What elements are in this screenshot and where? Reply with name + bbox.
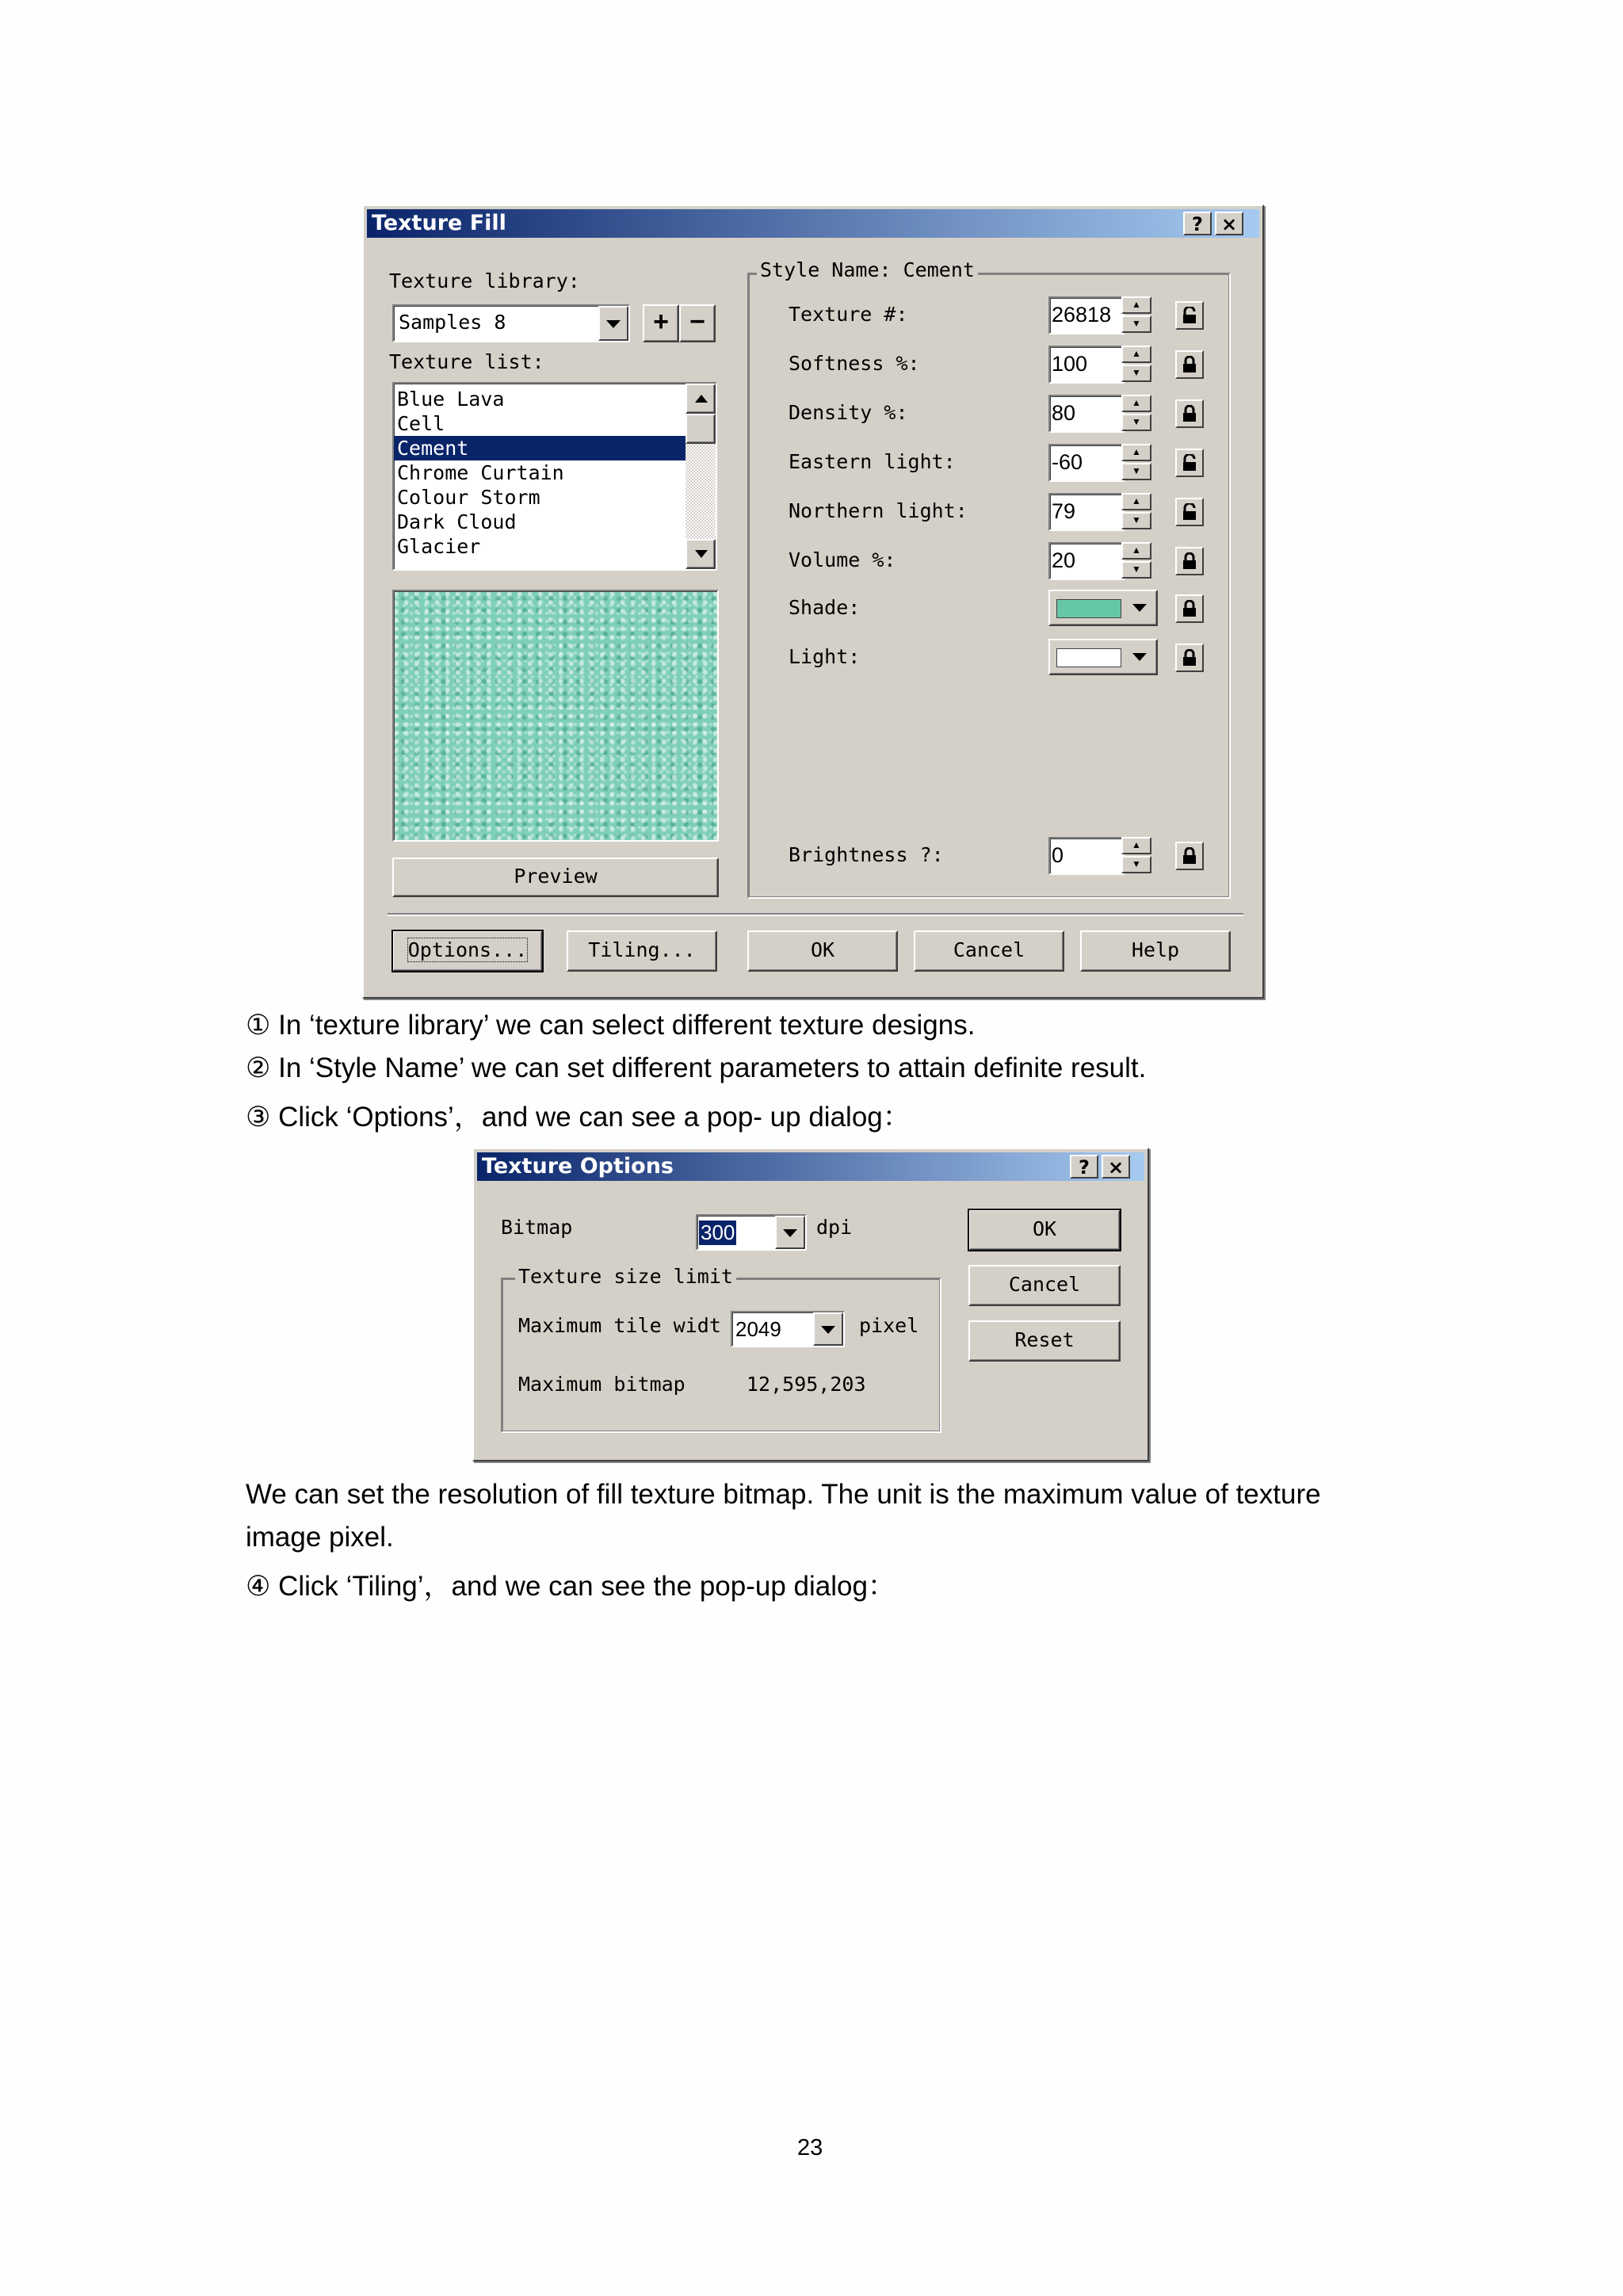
scroll-thumb[interactable] <box>685 414 716 444</box>
reset-label: Reset <box>1014 1328 1075 1351</box>
brightness-input[interactable] <box>1048 837 1125 875</box>
param-input[interactable] <box>1048 493 1125 531</box>
list-item[interactable]: Dark Cloud <box>397 510 517 533</box>
dpi-label: dpi <box>816 1216 853 1239</box>
param-value: -60 <box>1052 450 1083 474</box>
ok-label: OK <box>810 938 835 961</box>
param-label: Density %: <box>789 401 908 424</box>
shade-swatch <box>1056 599 1121 618</box>
texture-preview <box>392 590 719 842</box>
max-tile-dropdown-button[interactable] <box>813 1312 843 1346</box>
param-value: 79 <box>1052 499 1076 523</box>
param-input[interactable] <box>1048 444 1125 482</box>
param-input[interactable] <box>1048 542 1125 580</box>
options-label: Options... <box>407 938 528 961</box>
light-swatch <box>1056 648 1121 667</box>
param-label: Softness %: <box>789 352 920 375</box>
ok-label: OK <box>1032 1217 1057 1240</box>
texture-size-limit-legend: Texture size limit <box>515 1265 736 1288</box>
param-value: 80 <box>1052 401 1076 425</box>
list-item[interactable]: Blue Lava <box>397 388 505 411</box>
unlocked-icon[interactable] <box>1175 449 1204 477</box>
param-value: 20 <box>1052 548 1076 572</box>
texture-list-label: Texture list: <box>389 350 544 373</box>
texture-options-titlebar <box>477 1152 1144 1181</box>
brightness-value: 0 <box>1052 843 1064 867</box>
max-bitmap-value: 12,595,203 <box>747 1373 866 1396</box>
tiling-button[interactable] <box>567 930 717 972</box>
texture-library-label: Texture library: <box>389 269 580 292</box>
cancel-label: Cancel <box>953 938 1025 961</box>
pixel-label: pixel <box>859 1314 919 1337</box>
chevron-down-icon <box>821 1326 835 1334</box>
step-3-text: ③ Click ‘Options’，and we can see a pop- up dialog： <box>246 1102 911 1133</box>
page-number: 23 <box>797 2135 823 2160</box>
texture-listbox[interactable] <box>392 382 717 571</box>
paragraph-line-1: We can set the resolution of fill texture bitmap. The unit is the maximum value of texture <box>246 1479 1321 1510</box>
param-value: 100 <box>1052 352 1088 376</box>
bitmap-value: 300 <box>701 1221 735 1244</box>
help-label: Help <box>1131 938 1180 961</box>
texture-options-dialog <box>472 1148 1149 1461</box>
bitmap-dropdown-button[interactable] <box>775 1216 805 1249</box>
param-value: 26818 <box>1052 303 1112 327</box>
arrow-down-icon <box>695 550 708 558</box>
list-scrollbar[interactable] <box>685 384 716 569</box>
param-input[interactable] <box>1048 346 1125 384</box>
chevron-down-icon <box>1132 604 1147 612</box>
param-input[interactable] <box>1048 296 1125 334</box>
chevron-down-icon <box>606 320 621 328</box>
remove-library-button[interactable]: − <box>679 304 716 342</box>
max-tile-value: 2049 <box>735 1317 781 1341</box>
bitmap-label: Bitmap <box>501 1216 573 1239</box>
list-item[interactable]: Cell <box>397 412 445 435</box>
light-label: Light: <box>789 645 861 668</box>
help-icon[interactable]: ? <box>1183 212 1212 235</box>
reset-button[interactable] <box>968 1320 1121 1362</box>
brightness-label: Brightness ?: <box>789 843 944 866</box>
dialog-title: Texture Fill <box>372 211 506 235</box>
param-input[interactable] <box>1048 395 1125 433</box>
cancel-button[interactable] <box>968 1265 1121 1306</box>
tiling-label: Tiling... <box>588 938 696 961</box>
max-tile-select[interactable] <box>731 1311 845 1347</box>
lock-icon[interactable] <box>1175 594 1204 623</box>
chevron-down-icon <box>1132 653 1147 661</box>
help-button[interactable] <box>1080 930 1231 972</box>
scroll-up-button[interactable] <box>685 384 716 414</box>
bitmap-dpi-select[interactable] <box>696 1214 807 1251</box>
unlocked-icon[interactable] <box>1175 301 1204 330</box>
texture-library-select[interactable] <box>392 304 630 342</box>
library-value: Samples 8 <box>399 311 506 334</box>
step-1-text: ① In ‘texture library’ we can select different texture designs. <box>246 1010 976 1041</box>
param-label: Eastern light: <box>789 450 956 473</box>
max-bitmap-label: Maximum bitmap <box>518 1373 685 1396</box>
step-4-text: ④ Click ‘Tiling’，and we can see the pop-up dialog： <box>246 1571 896 1602</box>
add-library-button[interactable]: + <box>643 304 679 342</box>
texture-list <box>394 387 687 559</box>
lock-icon[interactable] <box>1175 547 1204 575</box>
ok-button[interactable] <box>747 930 898 972</box>
close-icon[interactable]: × <box>1215 212 1243 235</box>
paragraph-line-2: image pixel. <box>246 1522 394 1553</box>
help-icon[interactable]: ? <box>1070 1155 1098 1179</box>
options-button[interactable] <box>392 930 543 972</box>
list-item-selected[interactable]: Cement <box>394 436 687 460</box>
ok-button[interactable] <box>968 1209 1121 1251</box>
shade-color-picker[interactable] <box>1048 590 1158 626</box>
library-dropdown-button[interactable] <box>598 306 628 341</box>
texture-size-limit-group <box>501 1278 941 1433</box>
texture-fill-dialog: Texture Fill ? × Texture library: Samples 8 + − Texture list: Blue Lava Cell Cement Chrome Curtain Colour Storm Dark Cloud Glacier Preview Style Name: Cement Texture #: 26818 ▲ ▼ Softness %: 100 ▲ ▼ Density %: 80 ▲ ▼ Eastern light: -60 ▲ ▼ Northern light: 79 ▲ ▼ Volume %: 20 ▲ ▼ Shade: Light: Brightness ?: 0 ▲ ▼ Options... Tiling... OK Cancel Help <box>362 204 1264 999</box>
param-label: Texture #: <box>789 303 908 326</box>
shade-label: Shade: <box>789 596 861 619</box>
param-label: Northern light: <box>789 499 968 522</box>
cancel-label: Cancel <box>1008 1273 1081 1296</box>
preview-button[interactable] <box>392 858 719 897</box>
close-icon[interactable]: × <box>1102 1155 1130 1179</box>
list-item[interactable]: Colour Storm <box>397 486 540 509</box>
scroll-down-button[interactable] <box>685 539 716 569</box>
separator <box>388 913 1243 916</box>
list-item[interactable]: Glacier <box>397 535 481 558</box>
param-label: Volume %: <box>789 548 896 571</box>
style-name-legend: Style Name: Cement <box>757 258 978 281</box>
dialog-title: Texture Options <box>482 1154 674 1179</box>
lock-icon[interactable] <box>1175 350 1204 379</box>
lock-icon[interactable] <box>1175 644 1204 672</box>
list-item[interactable]: Chrome Curtain <box>397 461 564 484</box>
texture-fill-titlebar <box>367 209 1259 238</box>
unlocked-icon[interactable] <box>1175 498 1204 526</box>
light-color-picker[interactable] <box>1048 639 1158 675</box>
max-tile-label: Maximum tile widt <box>518 1314 721 1337</box>
lock-icon[interactable] <box>1175 399 1204 428</box>
arrow-up-icon <box>695 395 708 403</box>
lock-icon[interactable] <box>1175 842 1204 870</box>
chevron-down-icon <box>783 1229 797 1237</box>
cancel-button[interactable] <box>914 930 1064 972</box>
preview-label: Preview <box>514 865 598 888</box>
step-2-text: ② In ‘Style Name’ we can set different parameters to attain definite result. <box>246 1052 1147 1083</box>
